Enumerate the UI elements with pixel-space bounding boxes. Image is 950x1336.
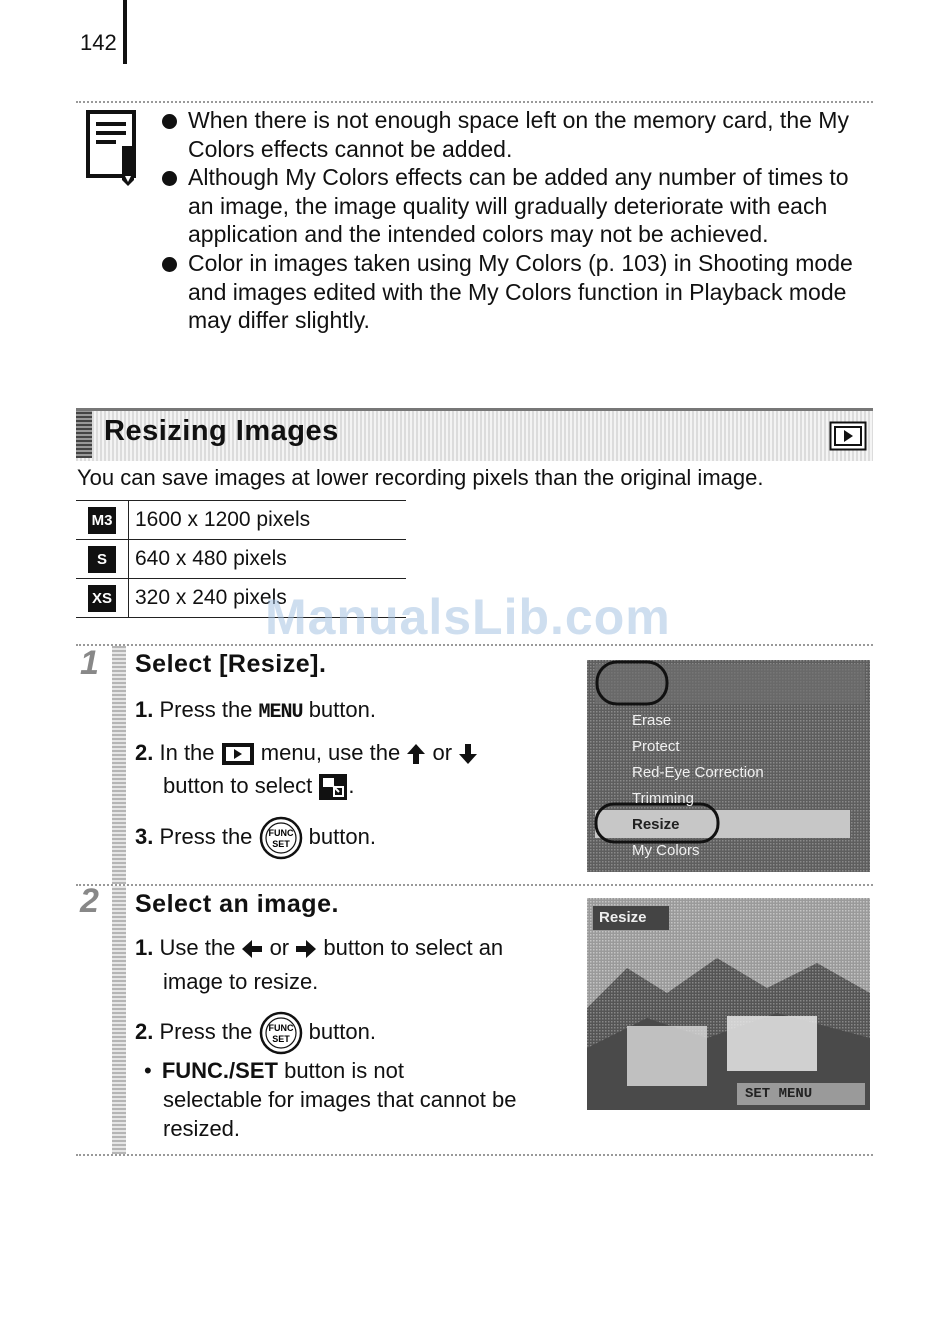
svg-text:FUNC: FUNC [268,828,294,838]
camera-menu-screenshot [587,660,870,872]
step2-bullet-line3: resized. [163,1116,241,1141]
resolution-m3-icon: M3 [88,507,116,534]
left-arrow-icon [241,939,263,959]
svg-text:SET: SET [271,1034,290,1044]
step2-line1: 1. Use the or button to select an [135,935,504,960]
func-set-button-icon [259,1011,303,1055]
step1-line2b: button to select . [163,773,354,801]
step1-title: Select [Resize]. [135,650,327,678]
playback-menu-icon [221,742,255,766]
step2-line2: 2. Press the FUNC SET button. [135,1011,376,1055]
step1-number: 1 [80,644,99,682]
note-list [160,106,870,335]
step1-line2: 2. In the menu, use the or [135,740,478,766]
func-set-button-icon [259,816,303,860]
memo-pencil-icon [86,110,142,186]
note-item: Although My Colors effects can be added any number of times to an image, the image quality will gradually deteriorate with each application and the intended colors may not be achieved. [160,163,870,249]
playback-icon [829,421,867,451]
step1-divider [76,644,873,646]
watermark: ManualsLib.com [265,589,671,645]
resolution-xs-icon: XS [88,585,116,612]
section-title: Resizing Images [104,415,339,447]
resize-icon [318,773,348,801]
screen-footer-controls: SET MENU [745,1086,813,1102]
step-index: 1. [135,697,154,722]
step-index: 1. [135,935,154,960]
menu-item: My Colors [632,842,700,859]
menu-item: Erase [632,712,672,729]
step1-line1: 1. Press the MENU button. [135,697,376,724]
step-index: 3. [135,823,154,849]
menu-item-selected: Resize [632,816,680,833]
camera-image-screenshot [587,898,870,1110]
step2-number: 2 [80,882,99,920]
note-item: Color in images taken using My Colors (p. 103) in Shooting mode and images edited with the My Colors function in Playback mode may differ slightly. [160,249,870,335]
section-header-bar [76,411,92,458]
step2-bullet-line2: selectable for images that cannot be [163,1087,517,1112]
step2-line1b: image to resize. [163,969,319,994]
step2-bar [112,886,126,1154]
resolution-s-icon: S [88,546,116,573]
svg-text:FUNC: FUNC [268,1023,294,1033]
resolution-label: 320 x 240 pixels [129,579,407,618]
step2-bullet-line1: • FUNC./SET button is not [144,1058,404,1083]
step-index: 2. [135,1018,154,1044]
step-index: 2. [135,740,154,765]
svg-text:SET: SET [271,839,290,849]
resize-screen-label: Resize [599,909,647,926]
right-arrow-icon [295,939,317,959]
menu-item: Trimming [632,790,694,807]
menu-item: Red-Eye Correction [632,764,764,781]
mountain-photo [587,898,870,1110]
step2-title: Select an image. [135,890,339,918]
resolution-label: 1600 x 1200 pixels [129,501,407,540]
resolution-label: 640 x 480 pixels [129,540,407,579]
table-row [76,501,406,540]
menu-button-icon: MENU [258,701,303,724]
up-arrow-icon [406,743,426,765]
note-item: When there is not enough space left on the memory card, the My Colors effects cannot be added. [160,106,870,163]
step2-divider [76,884,873,886]
bottom-divider [76,1154,873,1156]
down-arrow-icon [458,743,478,765]
table-row [76,540,406,579]
step1-line3: 3. Press the FUNC SET button. [135,816,376,860]
page-number-bar [123,0,127,64]
top-divider [76,101,873,103]
menu-item: Protect [632,738,680,755]
section-intro: You can save images at lower recording pixels than the original image. [77,465,764,490]
page-number: 142 [80,30,117,55]
step1-bar [112,646,126,884]
